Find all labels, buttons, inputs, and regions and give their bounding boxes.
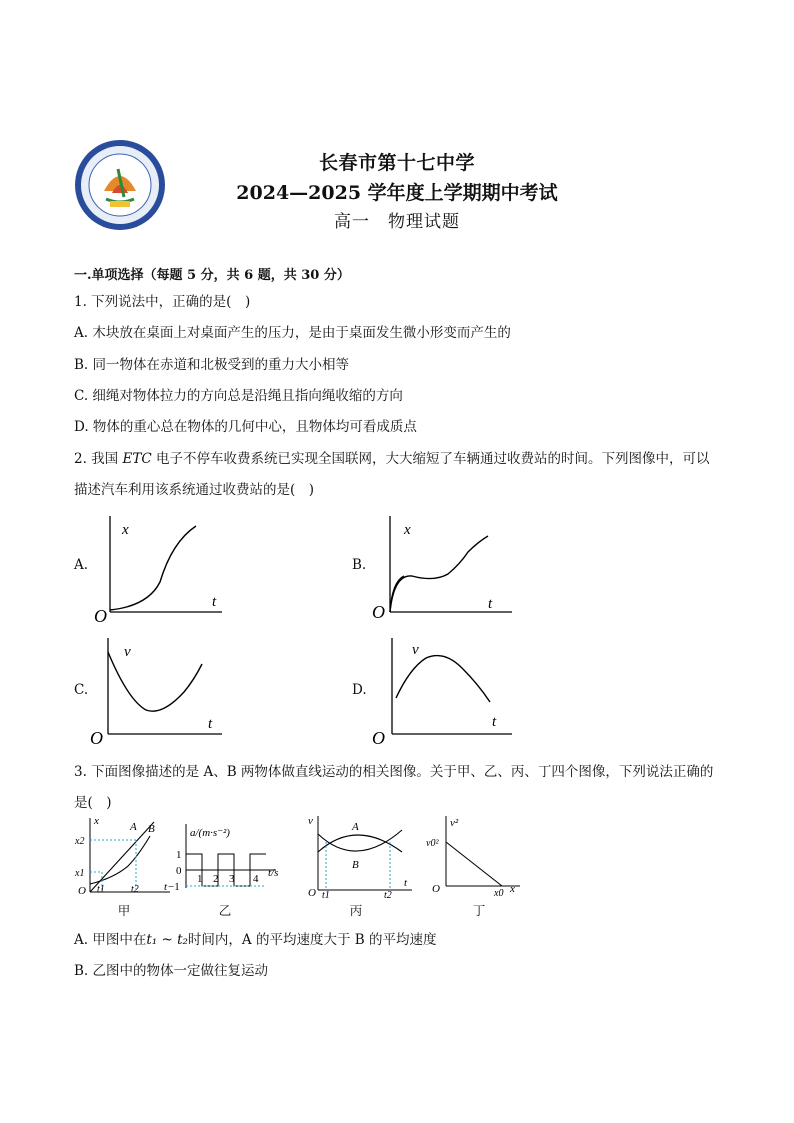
yi-y-pos: 1 [176,849,182,861]
yi-tick-1: 1 [197,873,203,885]
q2c-x-label: t [208,716,213,732]
q2a-y-label: x [122,522,129,538]
q2-label-a: A. [74,557,89,573]
jia-origin: O [78,885,86,897]
q2-graph-b [368,512,518,624]
yi-tick-4: 4 [253,873,259,885]
yi-y-label: a/(m·s⁻²) [190,827,230,839]
ding-y-label: v² [450,817,459,829]
q1-option-d: D. 物体的重心总在物体的几何中心，且物体均可看成质点 [74,419,417,435]
bing-origin: O [308,887,316,898]
bing-y-label: v [308,815,313,827]
exam-title: 2024—2025 学年度上学期期中考试 [236,182,558,204]
q3-fig-bing [306,812,416,898]
bing-B: B [352,859,359,871]
q3-option-a: A. 甲图中在t₁ ~ t₂时间内，A 的平均速度大于 B 的平均速度 [74,932,437,948]
yi-tick-2: 2 [213,873,219,885]
school-title: 长春市第十七中学 [318,152,475,174]
jia-t2: t2 [131,884,139,895]
q1-option-b: B. 同一物体在赤道和北极受到的重力大小相等 [74,357,350,373]
ding-v0sq: v0² [426,838,439,849]
section-heading: 一.单项选择（每题 5 分，共 6 题，共 30 分） [74,268,350,283]
q2d-y-label: v [412,642,419,658]
q2c-origin: O [90,728,103,746]
q3-stem-line2: 是( ) [74,795,112,811]
yi-origin: 0 [176,865,182,877]
q3-fig-yi [166,818,286,898]
bing-t2: t2 [384,890,392,898]
q1-option-c: C. 细绳对物体拉力的方向总是沿绳且指向绳收缩的方向 [74,388,403,404]
caption-ding: 丁 [472,903,486,918]
q3-option-b: B. 乙图中的物体一定做往复运动 [74,963,269,979]
ding-x-label: x [510,883,515,895]
q2b-y-label: x [404,522,411,538]
q2d-x-label: t [492,714,497,730]
jia-A: A [130,821,137,833]
q2d-origin: O [372,728,385,746]
jia-t1: t1 [97,884,105,895]
q1-stem: 1. 下列说法中，正确的是( ) [74,294,251,310]
q2a-origin: O [94,606,107,624]
jia-x-label: t [164,881,168,893]
jia-x1: x1 [75,868,85,879]
jia-B: B [148,823,155,835]
caption-jia: 甲 [117,903,131,918]
yi-y-neg: −1 [168,881,180,893]
bing-A: A [352,821,359,833]
q2-graph-c [88,634,228,746]
q2c-y-label: v [124,644,131,660]
q2-stem-line2: 描述汽车利用该系统通过收费站的是( ) [74,482,315,498]
caption-bing: 丙 [349,903,363,918]
q3-stem-line1: 3. 下面图像描述的是 A、B 两物体做直线运动的相关图像。关于甲、乙、丙、丁四个图像，下列说法正确的 [74,764,714,780]
q1-option-a: A. 木块放在桌面上对桌面产生的压力，是由于桌面发生微小形变而产生的 [74,325,511,341]
q3-fig-jia [74,814,174,898]
jia-x2: x2 [75,836,85,847]
q3-fig-ding [426,812,526,898]
q2-label-b: B. [352,557,367,573]
subject-title: 高一 物理试题 [334,212,460,232]
ding-x0: x0 [494,888,504,898]
q2-label-c: C. [74,682,89,698]
ding-origin: O [432,883,440,895]
q2b-x-label: t [488,596,493,612]
jia-y-label: x [94,815,99,827]
q2b-origin: O [372,602,385,622]
bing-x-label: t [404,877,408,889]
yi-tick-3: 3 [229,873,235,885]
caption-yi: 乙 [218,903,232,918]
yi-x-label: t/s [268,867,279,879]
q2-graph-d [370,634,520,746]
q2-stem-line1: 2. 我国 ETC 电子不停车收费系统已实现全国联网，大大缩短了车辆通过收费站的时间。下列图像中，可以 [74,451,710,467]
bing-t1: t1 [322,890,330,898]
q2-graph-a [88,512,228,624]
q2-label-d: D. [352,682,367,698]
q2a-x-label: t [212,594,217,610]
